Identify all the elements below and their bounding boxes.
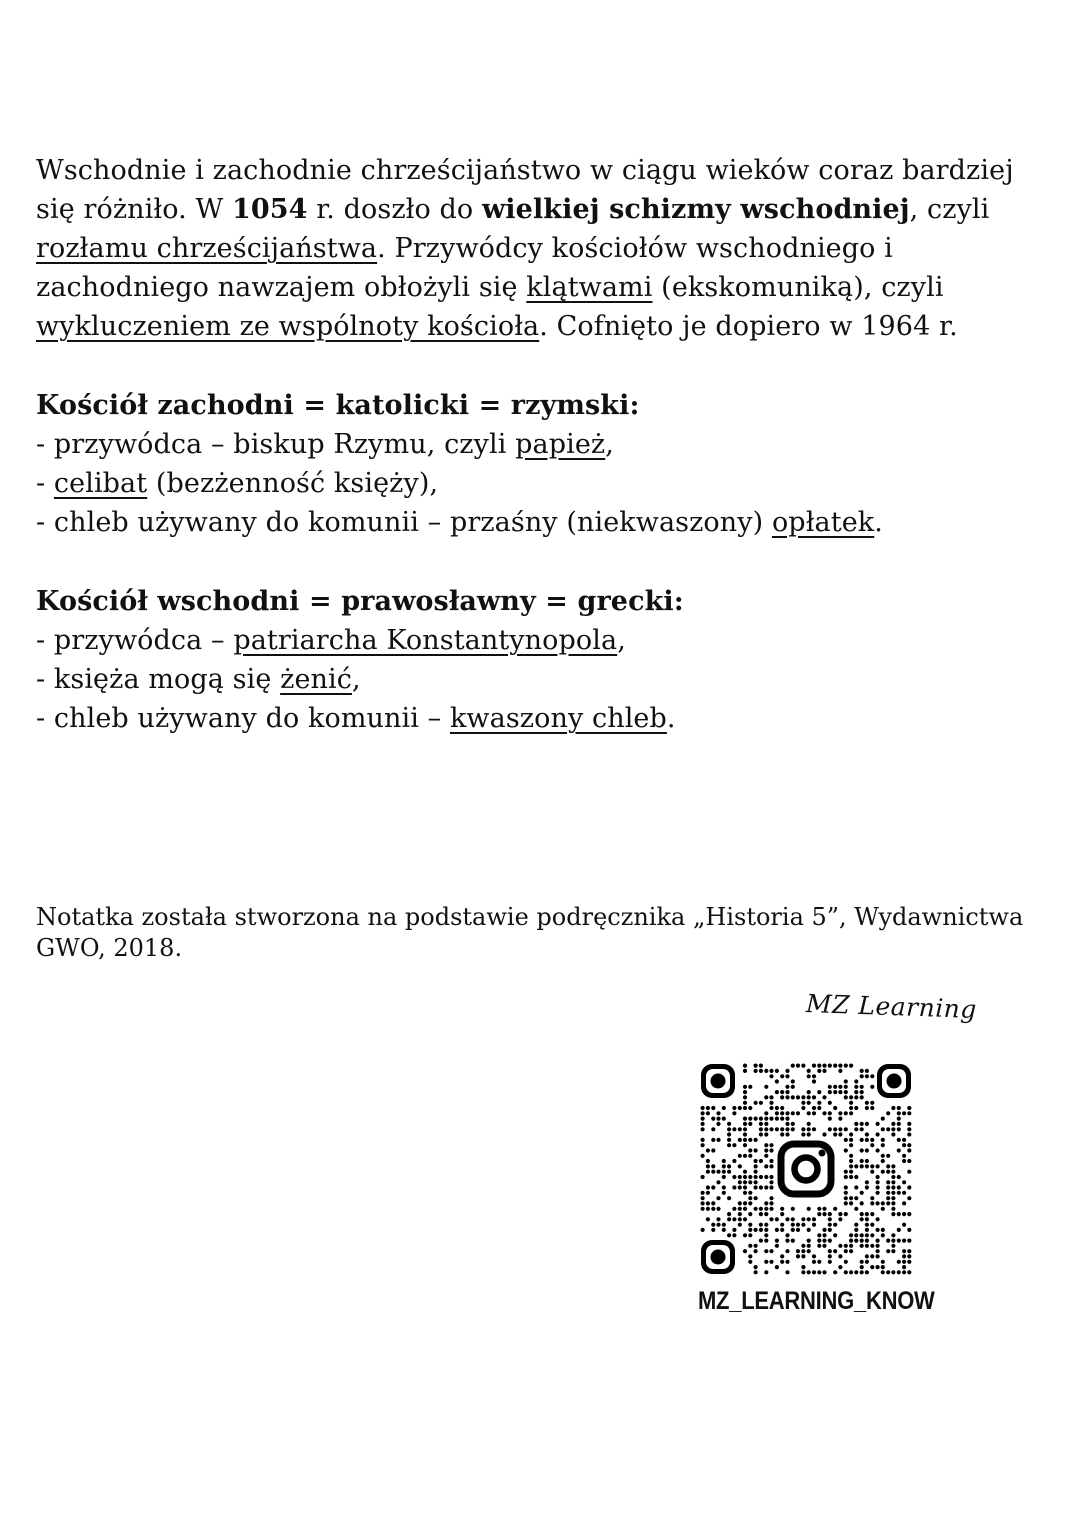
split-term: rozłamu chrześcijaństwa	[36, 233, 378, 264]
west-item-bread: - chleb używany do komunii – przaśny (niekwaszony) opłatek.	[36, 507, 883, 538]
west-church-heading: Kościół zachodni = katolicki = rzymski:	[36, 390, 640, 421]
intro-line-3: rozłamu chrześcijaństwa. Przywódcy kościołów wschodniego i	[36, 233, 893, 264]
intro-line-1: Wschodnie i zachodnie chrześcijaństwo w ciągu wieków coraz bardziej	[36, 155, 1014, 186]
instagram-icon	[776, 1139, 836, 1199]
exclusion-term: wykluczeniem ze wspólnoty kościoła	[36, 311, 540, 342]
source-note: Notatka została stworzona na podstawie podręcznika „Historia 5”, Wydawnictwa GWO, 2018.	[36, 903, 1024, 962]
great-schism-term: wielkiej schizmy wschodniej	[481, 194, 910, 225]
anathema-term: klątwami	[526, 272, 653, 303]
qr-finder-top-right	[877, 1064, 911, 1098]
year-1054: 1054	[232, 194, 308, 225]
east-church-heading: Kościół wschodni = prawosławny = grecki:	[36, 586, 684, 617]
intro-line-4: zachodniego nawzajem obłożyli się klątwami (ekskomuniką), czyli	[36, 272, 944, 303]
west-item-celibacy: - celibat (bezżenność księży),	[36, 468, 439, 499]
east-item-bread: - chleb używany do komunii – kwaszony chleb.	[36, 703, 676, 734]
intro-paragraph	[36, 151, 1046, 346]
west-church-section	[36, 386, 1046, 542]
instagram-qr-code[interactable]	[700, 1063, 912, 1275]
east-item-marriage: - księża mogą się żenić,	[36, 664, 361, 695]
intro-line-2: się różniło. W 1054 r. doszło do wielkiej schizmy wschodniej, czyli	[36, 194, 990, 225]
qr-finder-top-left	[701, 1064, 735, 1098]
intro-line-5: wykluczeniem ze wspólnoty kościoła. Cofnięto je dopiero w 1964 r.	[36, 311, 958, 342]
signature: MZ Learning	[805, 989, 978, 1024]
west-item-leader: - przywódca – biskup Rzymu, czyli papież,	[36, 429, 614, 460]
east-church-section	[36, 582, 1046, 738]
qr-finder-bottom-left	[701, 1240, 735, 1274]
east-item-leader: - przywódca – patriarcha Konstantynopola,	[36, 625, 626, 656]
instagram-handle[interactable]: MZ_LEARNING_KNOW	[698, 1287, 935, 1315]
